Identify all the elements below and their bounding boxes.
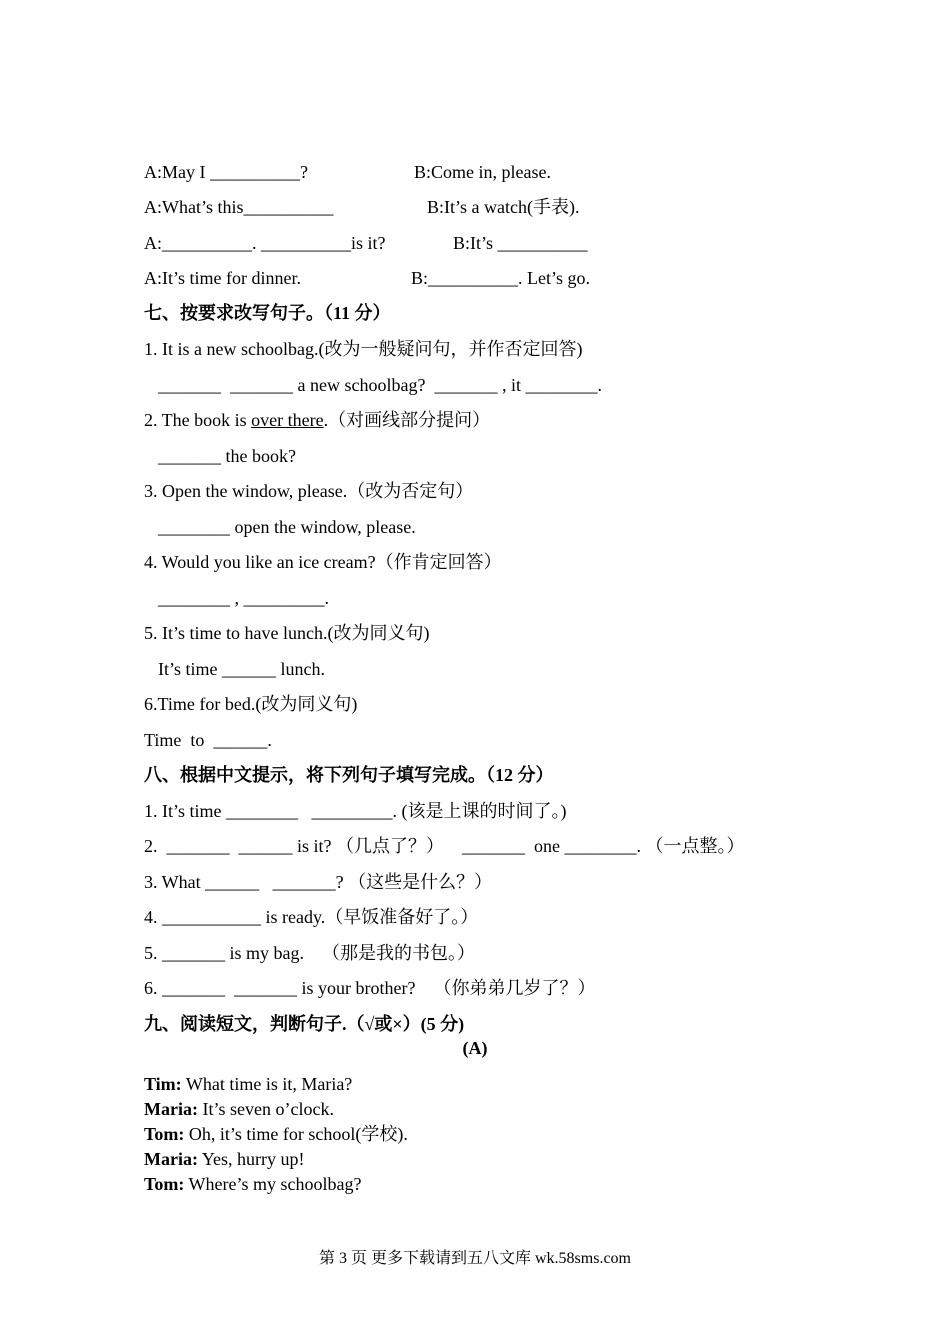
reading-line-5 [144, 1173, 361, 1195]
section8-item-3: 3. What ______ _______? （这些是什么？） [144, 872, 493, 892]
dialogue-2-b: B:It’s a watch(手表). [427, 197, 580, 217]
dialogue-1-a: A:May I __________? [144, 162, 308, 182]
section7-q1: 1. It is a new schoolbag.(改为一般疑问句，并作否定回答) [144, 339, 583, 359]
section7-a5: It’s time ______ lunch. [158, 659, 325, 679]
dialogue-3-a: A:__________. __________is it? [144, 233, 386, 253]
q2-underlined: over there [251, 410, 324, 430]
utterance: What time is it, Maria? [181, 1074, 353, 1094]
reading-line-2 [144, 1098, 334, 1120]
section7-q2 [144, 409, 490, 431]
q2-post: .（对画线部分提问） [323, 410, 491, 430]
page-footer: 第 3 页 更多下载请到五八文库 wk.58sms.com [318, 1250, 631, 1267]
dialogue-4-a: A:It’s time for dinner. [144, 268, 301, 288]
utterance: Where’s my schoolbag? [184, 1174, 362, 1194]
utterance: It’s seven o’clock. [197, 1099, 334, 1119]
section7-q6: 6.Time for bed.(改为同义句) [144, 694, 358, 714]
utterance: Oh, it’s time for school(学校). [184, 1124, 408, 1144]
section7-q4: 4. Would you like an ice cream?（作肯定回答） [144, 552, 502, 572]
section8-item-2: 2. _______ ______ is it? （几点了？） _______ one ________. （一点整。） [144, 836, 745, 856]
speaker: Maria: [144, 1099, 198, 1119]
section9-title: 九、阅读短文，判断句子.（√或×）(5 分) [144, 1014, 465, 1034]
section7-a1: _______ _______ a new schoolbag? _______ , it ________. [158, 375, 602, 395]
dialogue-2-a: A:What’s this__________ [144, 197, 334, 217]
section7-a2: _______ the book? [158, 446, 296, 466]
utterance: Yes, hurry up! [197, 1149, 305, 1169]
reading-line-3 [144, 1123, 408, 1145]
q2-pre: 2. The book is [144, 410, 252, 430]
section7-a6: Time to ______. [144, 730, 272, 750]
speaker: Tom: [144, 1124, 185, 1144]
section8-item-5: 5. _______ is my bag. （那是我的书包。） [144, 943, 475, 963]
reading-line-4 [144, 1148, 305, 1170]
speaker: Tom: [144, 1174, 185, 1194]
section7-a3: ________ open the window, please. [158, 517, 416, 537]
speaker: Tim: [144, 1074, 182, 1094]
section7-a4: ________ , _________. [158, 588, 329, 608]
section8-item-1: 1. It’s time ________ _________. (该是上课的时间了。) [144, 801, 567, 821]
reading-line-1 [144, 1073, 352, 1095]
section8-item-6: 6. _______ _______ is your brother? （你弟弟几岁了？） [144, 978, 596, 998]
dialogue-3-b: B:It’s __________ [453, 233, 588, 253]
speaker: Maria: [144, 1149, 198, 1169]
section9-subtitle: (A) [462, 1038, 488, 1058]
dialogue-1-b: B:Come in, please. [414, 162, 551, 182]
section7-q5: 5. It’s time to have lunch.(改为同义句) [144, 623, 430, 643]
section7-title: 七、按要求改写句子。（11 分） [144, 303, 391, 323]
section8-item-4: 4. ___________ is ready.（早饭准备好了。） [144, 907, 479, 927]
section7-q3: 3. Open the window, please.（改为否定句） [144, 481, 474, 501]
section8-title: 八、根据中文提示，将下列句子填写完成。（12 分） [144, 765, 554, 785]
dialogue-4-b: B:__________. Let’s go. [411, 268, 590, 288]
